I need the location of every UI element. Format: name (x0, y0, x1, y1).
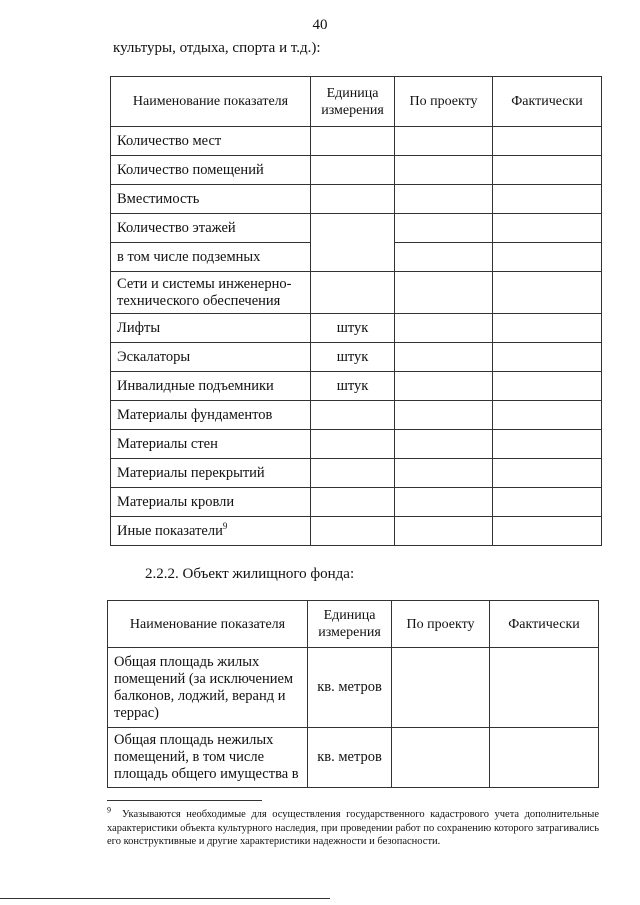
row-actual (493, 517, 602, 546)
row-by-project (395, 243, 493, 272)
row-name: Вместимость (111, 185, 311, 214)
header-indicator-name: Наименование показателя (108, 601, 308, 648)
row-name: Материалы фундаментов (111, 401, 311, 430)
footnote-number: 9 (107, 805, 111, 815)
indicators-table-2 (107, 600, 599, 788)
row-unit (311, 272, 395, 314)
footnote (107, 805, 599, 849)
row-name: Материалы кровли (111, 488, 311, 517)
table-row (108, 648, 599, 728)
row-by-project (395, 156, 493, 185)
row-unit (311, 156, 395, 185)
row-by-project (395, 272, 493, 314)
row-unit (311, 127, 395, 156)
header-unit: Единица измерения (311, 77, 395, 127)
row-actual (493, 127, 602, 156)
intro-text: культуры, отдыха, спорта и т.д.): (113, 40, 321, 56)
row-name: Общая площадь жилых помещений (за исключением балконов, лоджий, веранд и террас) (108, 648, 308, 728)
table-row (111, 214, 602, 243)
row-unit (311, 401, 395, 430)
row-by-project (395, 517, 493, 546)
row-by-project (392, 648, 490, 728)
row-actual (493, 314, 602, 343)
header-by-project: По проекту (395, 77, 493, 127)
row-name: Материалы стен (111, 430, 311, 459)
table-row (111, 314, 602, 343)
footnote-text: Указываются необходимые для осуществления государственного кадастрового учета дополнительные характеристики объекта культурного наследия, при проведении работ по сохранению которого затрагивались его конструктивные и другие характеристики надежности и безопасности. (107, 809, 599, 847)
row-actual (490, 648, 599, 728)
row-unit: штук (311, 314, 395, 343)
table-row (111, 488, 602, 517)
table-row (111, 401, 602, 430)
row-unit (311, 517, 395, 546)
row-name: Сети и системы инженерно-технического обеспечения (111, 272, 311, 314)
row-actual (493, 430, 602, 459)
row-name: Общая площадь нежилых помещений, в том числе площадь общего имущества в (108, 728, 308, 788)
row-by-project (395, 343, 493, 372)
row-unit: кв. метров (308, 648, 392, 728)
header-actual: Фактически (490, 601, 599, 648)
table-header-row (108, 601, 599, 648)
row-unit (311, 185, 395, 214)
row-name: Лифты (111, 314, 311, 343)
row-actual (493, 488, 602, 517)
row-actual (493, 343, 602, 372)
row-by-project (395, 314, 493, 343)
table-row (111, 430, 602, 459)
row-name: в том числе подземных (111, 243, 311, 272)
table-header-row (111, 77, 602, 127)
row-name: Инвалидные подъемники (111, 372, 311, 401)
row-unit: штук (311, 372, 395, 401)
row-name: Количество помещений (111, 156, 311, 185)
row-unit (311, 488, 395, 517)
row-by-project (392, 728, 490, 788)
section-heading: 2.2.2. Объект жилищного фонда: (145, 566, 355, 582)
row-by-project (395, 214, 493, 243)
row-actual (490, 728, 599, 788)
row-name-text: Иные показатели (117, 522, 223, 539)
row-by-project (395, 459, 493, 488)
header-indicator-name: Наименование показателя (111, 77, 311, 127)
bottom-scan-line (0, 898, 330, 899)
row-unit (311, 459, 395, 488)
row-actual (493, 272, 602, 314)
table-row (111, 372, 602, 401)
page-number: 40 (312, 17, 328, 33)
row-unit (311, 214, 395, 272)
row-actual (493, 243, 602, 272)
row-name: Эскалаторы (111, 343, 311, 372)
row-by-project (395, 372, 493, 401)
row-unit: штук (311, 343, 395, 372)
table-row (111, 459, 602, 488)
table-row (108, 728, 599, 788)
row-unit: кв. метров (308, 728, 392, 788)
footnote-mark: 9 (222, 520, 228, 531)
row-actual (493, 459, 602, 488)
table-row (111, 517, 602, 546)
row-by-project (395, 127, 493, 156)
footnote-separator (107, 800, 262, 801)
row-actual (493, 214, 602, 243)
row-name: Количество этажей (111, 214, 311, 243)
row-by-project (395, 185, 493, 214)
header-by-project: По проекту (392, 601, 490, 648)
row-unit (311, 430, 395, 459)
table-row (111, 343, 602, 372)
indicators-table-1 (110, 76, 602, 546)
table-row (111, 127, 602, 156)
table-row (111, 185, 602, 214)
table-row (111, 156, 602, 185)
row-actual (493, 156, 602, 185)
header-actual: Фактически (493, 77, 602, 127)
row-name (111, 517, 311, 546)
row-by-project (395, 488, 493, 517)
row-by-project (395, 430, 493, 459)
row-actual (493, 401, 602, 430)
header-unit: Единица измерения (308, 601, 392, 648)
row-actual (493, 185, 602, 214)
row-name: Материалы перекрытий (111, 459, 311, 488)
row-by-project (395, 401, 493, 430)
row-actual (493, 372, 602, 401)
row-name: Количество мест (111, 127, 311, 156)
table-row (111, 272, 602, 314)
